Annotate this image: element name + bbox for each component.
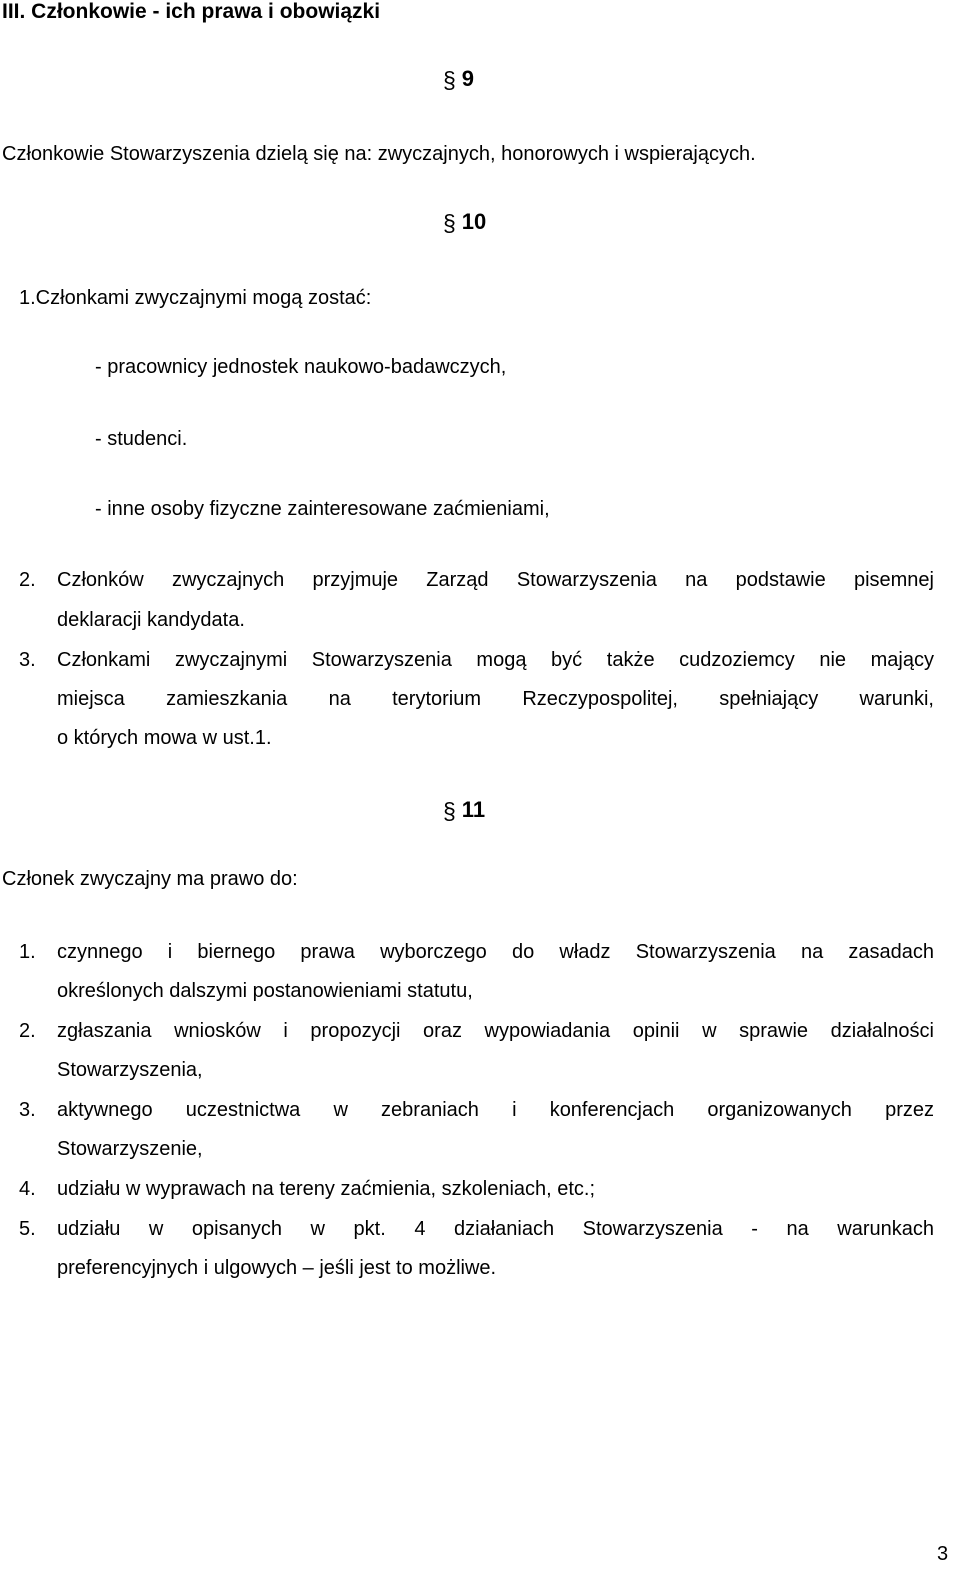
item-line: aktywnego uczestnictwa w zebraniach i konferencjach organizowanych przez <box>57 1099 934 1121</box>
section-symbol: § <box>443 67 456 93</box>
section-symbol: § <box>443 210 456 236</box>
section-11-intro: Członek zwyczajny ma prawo do: <box>2 868 298 890</box>
item-line: określonych dalszymi postanowieniami statutu, <box>57 980 473 1002</box>
item-line: preferencyjnych i ulgowych – jeśli jest to możliwe. <box>57 1257 497 1279</box>
item-number: 2. <box>19 1020 36 1042</box>
paragraph-3-line: miejsca zamieszkania na terytorium Rzeczypospolitej, spełniający warunki, <box>57 688 934 710</box>
section-heading-11 <box>443 797 485 825</box>
item-line: Stowarzyszenia, <box>57 1059 203 1081</box>
item-number: 5. <box>19 1218 36 1240</box>
chapter-title: III. Członkowie - ich prawa i obowiązki <box>2 0 381 23</box>
paragraph-1: 1.Członkami zwyczajnymi mogą zostać: <box>19 287 372 309</box>
section-heading-10 <box>443 209 486 237</box>
item-line: czynnego i biernego prawa wyborczego do władz Stowarzyszenia na zasadach <box>57 941 934 963</box>
section-symbol: § <box>443 798 456 824</box>
item-number: 4. <box>19 1178 36 1200</box>
list-item: - pracownicy jednostek naukowo-badawczych, <box>95 356 507 378</box>
list-item: - studenci. <box>95 428 188 450</box>
list-item: - inne osoby fizyczne zainteresowane zaćmieniami, <box>95 498 550 520</box>
paragraph-number: 3. <box>19 649 36 671</box>
section-number: 9 <box>461 66 475 91</box>
item-number: 3. <box>19 1099 36 1121</box>
section-heading-9 <box>443 66 474 94</box>
paragraph-number: 2. <box>19 569 36 591</box>
item-line: Stowarzyszenie, <box>57 1138 203 1160</box>
item-line: udziału w opisanych w pkt. 4 działaniach Stowarzyszenia - na warunkach <box>57 1218 934 1240</box>
section-number: 10 <box>461 209 487 234</box>
paragraph-3-line: Członkami zwyczajnymi Stowarzyszenia mogą być także cudzoziemcy nie mający <box>57 649 934 671</box>
item-line: udziału w wyprawach na tereny zaćmienia, szkoleniach, etc.; <box>57 1178 596 1200</box>
item-line: zgłaszania wniosków i propozycji oraz wypowiadania opinii w sprawie działalności <box>57 1020 934 1042</box>
section-number: 11 <box>461 797 486 822</box>
paragraph-2-line: Członków zwyczajnych przyjmuje Zarząd Stowarzyszenia na podstawie pisemnej <box>57 569 934 591</box>
item-number: 1. <box>19 941 36 963</box>
paragraph-2-line: deklaracji kandydata. <box>57 609 245 631</box>
paragraph-3-line: o których mowa w ust.1. <box>57 727 272 749</box>
page-number: 3 <box>937 1543 949 1565</box>
section-9-text: Członkowie Stowarzyszenia dzielą się na: zwyczajnych, honorowych i wspierających. <box>2 143 756 165</box>
